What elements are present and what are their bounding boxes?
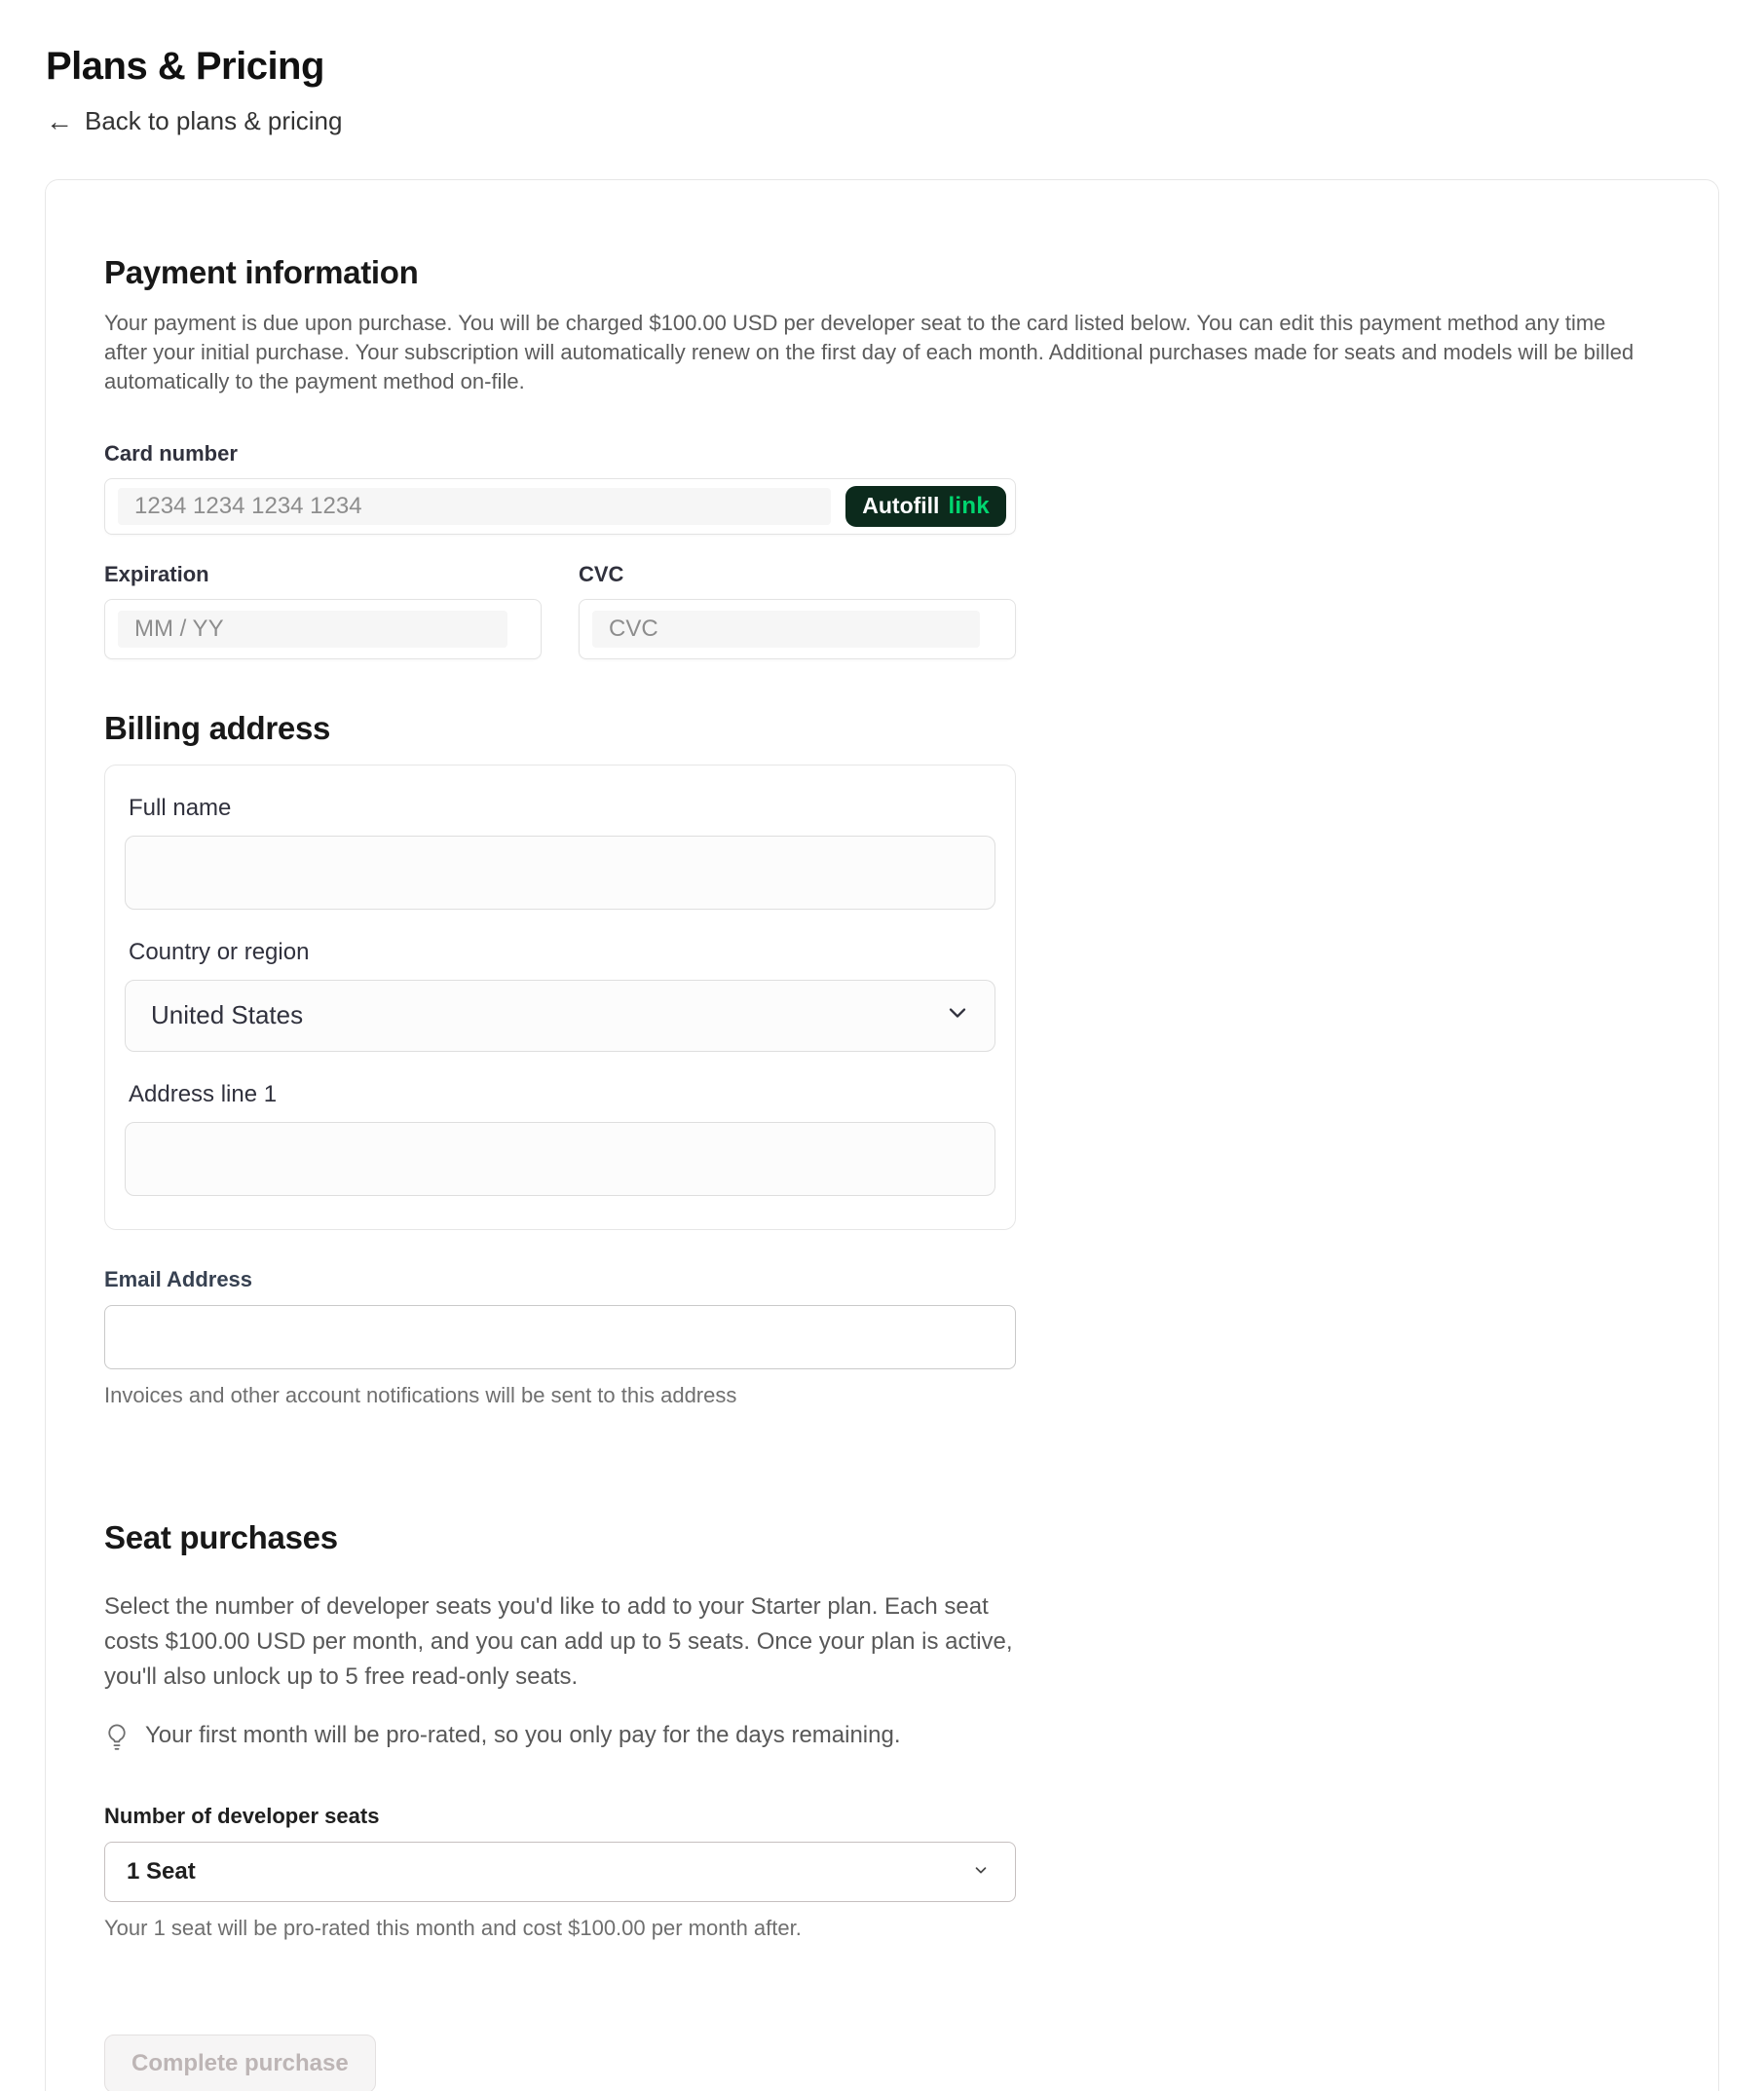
country-select[interactable]: [125, 980, 995, 1052]
purchase-card: [45, 179, 1719, 2091]
seat-count-value: 1 Seat: [127, 1857, 196, 1885]
billing-address-box: [104, 765, 1016, 1230]
card-number-label: Card number: [104, 440, 238, 466]
billing-section: [104, 710, 1660, 1408]
prorate-tip: [104, 1722, 1016, 1759]
email-input[interactable]: [104, 1305, 1016, 1369]
payment-description: Your payment is due upon purchase. You will be charged $100.00 USD per developer seat to the card listed below. You can edit this payment method any time after your initial purchase. Your subscription will automatically renew on the first day of each month. Additional purchases made for seats and models will be billed automatically to the payment method on-file.: [104, 311, 1634, 393]
cvc-placeholder: CVC: [609, 615, 658, 642]
complete-purchase-button[interactable]: Complete purchase: [104, 2035, 376, 2091]
full-name-input[interactable]: [125, 836, 995, 910]
lightbulb-icon: [104, 1722, 130, 1759]
link-brand-label: link: [948, 492, 990, 519]
card-number-placeholder: 1234 1234 1234 1234: [134, 492, 362, 519]
email-label: Email Address: [104, 1266, 253, 1291]
autofill-label: Autofill: [862, 493, 940, 519]
address-line1-label: Address line 1: [129, 1080, 278, 1107]
country-select-value: United States: [151, 1000, 304, 1030]
seats-heading: Seat purchases: [104, 1518, 338, 1555]
back-link-label: Back to plans & pricing: [85, 106, 343, 135]
cvc-input[interactable]: [579, 599, 1016, 659]
cvc-label: CVC: [579, 561, 624, 586]
expiration-placeholder: MM / YY: [134, 615, 224, 642]
back-arrow-icon: ←: [46, 105, 73, 136]
seat-count-label: Number of developer seats: [104, 1803, 380, 1828]
email-block: [104, 1267, 1016, 1408]
seat-count-select[interactable]: [104, 1842, 1016, 1902]
seats-description: Select the number of developer seats you'd like to add to your Starter plan. Each seat costs $100.00 USD per month, and you can add up to 5 seats. Once your plan is active, you'll also unlock up to 5 free read-only seats.: [104, 1592, 1013, 1690]
payment-section: [104, 254, 1660, 659]
autofill-link-button[interactable]: [845, 486, 1006, 527]
email-helper-text: Invoices and other account notifications will be sent to this address: [104, 1382, 737, 1407]
billing-heading: Billing address: [104, 709, 331, 746]
page-title: Plans & Pricing: [46, 45, 324, 88]
seats-section: [104, 1519, 1660, 2091]
chevron-down-icon: [944, 998, 971, 1032]
page-header: [0, 0, 1764, 136]
full-name-label: Full name: [129, 794, 232, 821]
expiration-input[interactable]: [104, 599, 542, 659]
card-number-input[interactable]: [104, 478, 1016, 535]
prorate-tip-text: Your first month will be pro-rated, so you only pay for the days remaining.: [145, 1721, 901, 1748]
country-label: Country or region: [129, 938, 310, 965]
back-link[interactable]: [46, 106, 342, 136]
seat-count-helper: Your 1 seat will be pro-rated this month and cost $100.00 per month after.: [104, 1915, 802, 1940]
address-line1-input[interactable]: [125, 1122, 995, 1196]
chevron-down-small-icon: [972, 1858, 990, 1886]
expiration-label: Expiration: [104, 561, 209, 586]
payment-heading: Payment information: [104, 254, 419, 290]
